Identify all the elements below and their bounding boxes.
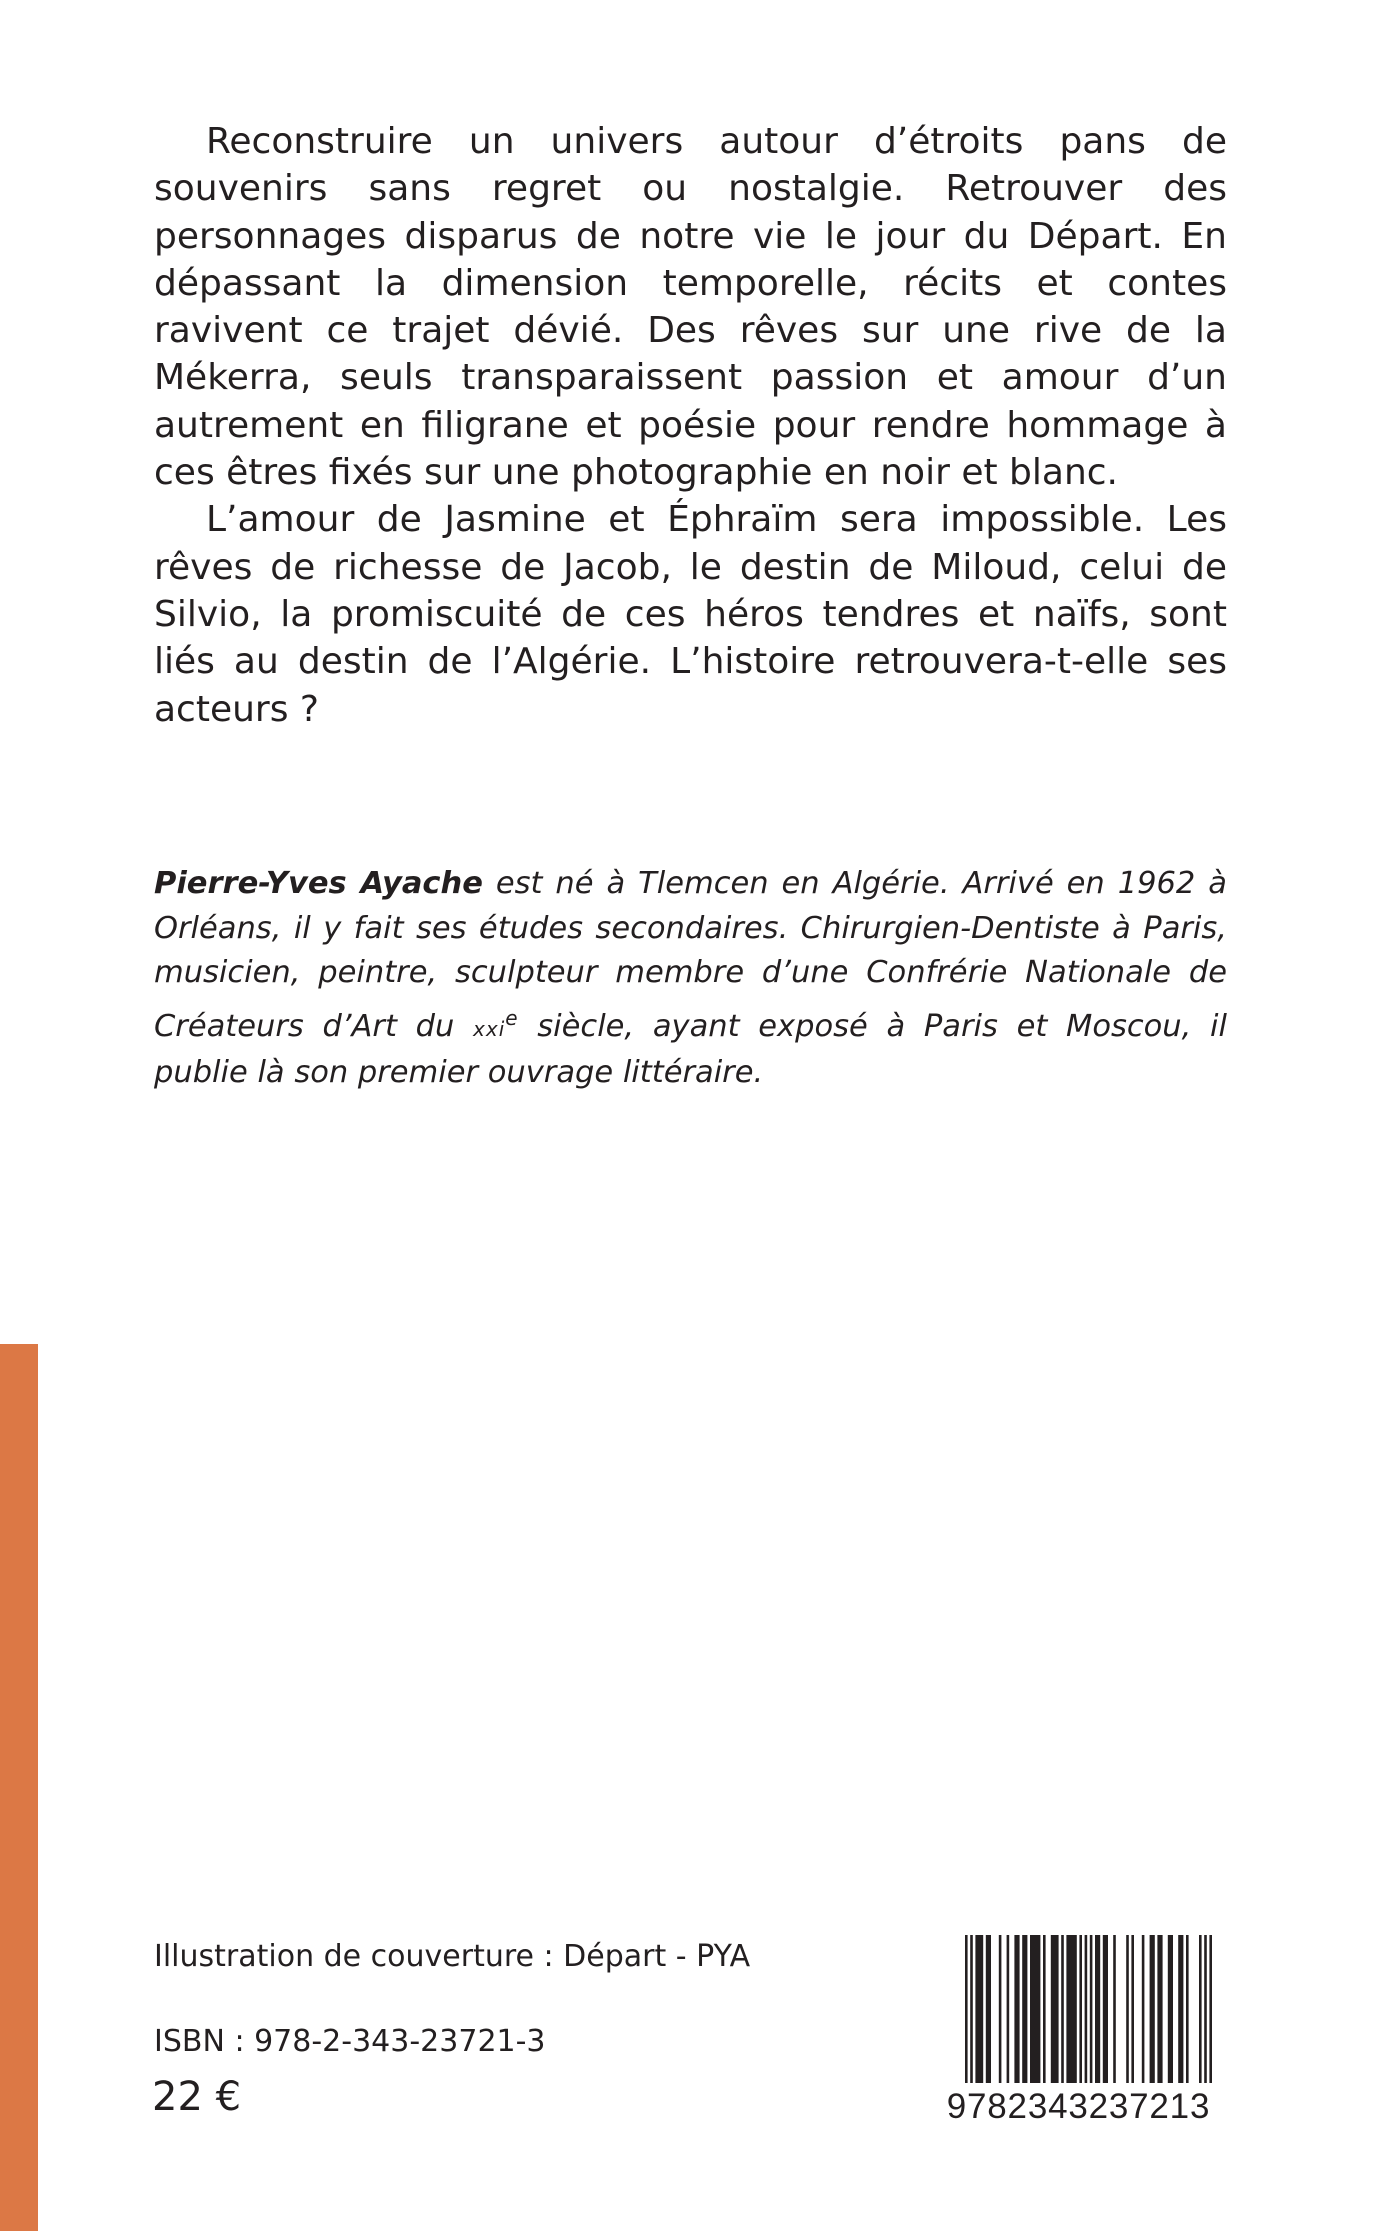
author-bio-text: siècle, ayant exposé à Paris et Moscou, il publie là son premier ouvrage littéraire. [154, 1008, 1227, 1091]
barcode-bar [1168, 1935, 1173, 2083]
barcode-bar [1113, 1935, 1116, 2083]
barcode-bar [1150, 1935, 1155, 2083]
author-bio-paragraph [154, 862, 1227, 1096]
century-suffix: e [505, 1005, 519, 1030]
author-name: Pierre-Yves Ayache [154, 866, 483, 901]
barcode-bar [1186, 1935, 1189, 2083]
barcode-bar [1131, 1935, 1134, 2083]
barcode-bar [986, 1935, 991, 2083]
synopsis-paragraph: L’amour de Jasmine et Éphraïm sera impossible. Les rêves de richesse de Jacob, le destin de Miloud, celui de Silvio, la promiscuité de ces héros tendres et naïfs, sont liés au destin de l’Algérie. L’histoire retrouvera-t-elle ses acteurs ? [154, 499, 1227, 730]
barcode-digits: 9782343237213 [946, 2087, 1211, 2126]
barcode-bar [1079, 1935, 1082, 2083]
barcode-bar [1103, 1935, 1108, 2083]
author-bio-text: est né à Tlemcen en Algérie. Arrivé en 1962 à Orléans, il y fait ses études secondaires. Chirurgien-Dentiste à Paris, musicien, peintre, sculpteur membre d’une Confrérie Nationale de Créateurs d’Art du [154, 866, 1227, 1044]
synopsis-paragraph: Reconstruire un univers autour d’étroits pans de souvenirs sans regret ou nostalgie. Retrouver des personnages disparus de notre vie le jour du Départ. En dépassant la dimension temporelle, récits et contes ravivent ce trajet dévié. Des rêves sur une rive de la Mékerra, seuls transparaissent passion et amour d’un autrement en filigrane et poésie pour rendre hommage à ces êtres fixés sur une photographie en noir et blanc. [154, 121, 1227, 494]
century-numeral: xxi [473, 1016, 506, 1041]
isbn: ISBN : 978-2-343-23721-3 [154, 2024, 546, 2059]
barcode-bar [1007, 1935, 1010, 2083]
barcode-bar [1126, 1935, 1129, 2083]
barcode-bar [1061, 1935, 1064, 2083]
price: 22 € [152, 2074, 242, 2120]
barcode-bar [999, 1935, 1002, 2083]
barcode-bar [1178, 1935, 1183, 2083]
barcode-bar [1066, 1935, 1076, 2083]
barcode-bar [1157, 1935, 1162, 2083]
barcode [937, 1935, 1220, 2128]
barcode-bar [1209, 1935, 1212, 2083]
barcode-bar [1142, 1935, 1145, 2083]
barcode-bar [970, 1935, 973, 2083]
barcode-bar [975, 1935, 983, 2083]
synopsis [154, 118, 1227, 733]
barcode-bar [1030, 1935, 1040, 2083]
barcode-bar [1022, 1935, 1027, 2083]
barcode-bar [1043, 1935, 1046, 2083]
barcode-bar [1095, 1935, 1100, 2083]
barcode-bar [1090, 1935, 1093, 2083]
barcode-bar [1204, 1935, 1207, 2083]
ean13-barcode-icon [937, 1935, 1220, 2085]
spine-accent-bar [0, 1344, 38, 2231]
cover-illustration-credit: Illustration de couverture : Départ - PYA [154, 1939, 751, 1974]
barcode-bar [1085, 1935, 1088, 2083]
author-bio [154, 862, 1227, 1096]
barcode-bar [1051, 1935, 1059, 2083]
barcode-bar [1199, 1935, 1202, 2083]
barcode-bar [965, 1935, 968, 2083]
barcode-bar [1014, 1935, 1019, 2083]
